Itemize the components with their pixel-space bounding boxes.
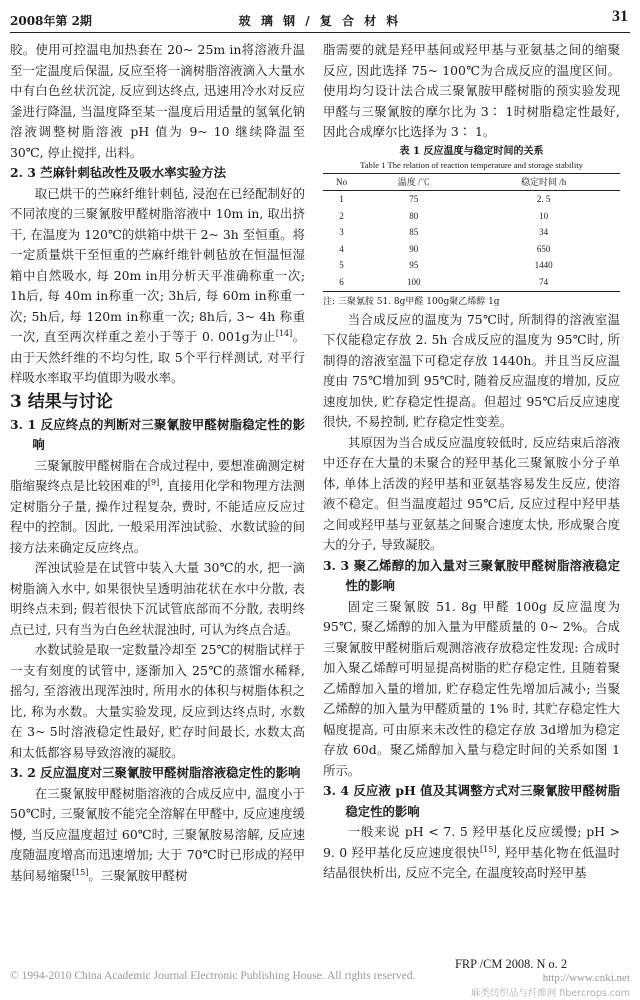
table-cell: 90 [409,243,419,254]
paragraph-text: 取已烘干的苎麻纤维针刺毡, 浸泡在已经配制好的不同浓度的三聚氰胺甲醛树脂溶液中 10m in, 取出挤干, 在温度为 120℃的烘箱中烘干 2~ 3h 至恒重。将一定质量烘干至恒重的苎麻纤维针刺毡放在恒温恒湿箱中自然吸水, 每 20m in用分析天平准确称重一次; 1h后, 每 40m in称重一次; 3h后, 每 60m in称重一次; 5h后, 每 120m in称重一次; 8h后, 3~ 4h 称重一次, 直至两次样重之差小于等于 0. 001g为止 [10,185,305,344]
table-cell: 34 [539,227,549,238]
paragraph-text: 一般来说 pH < 7. 5 羟甲基化反应缓慢; pH > 9. 0 羟甲基化反应速度很快 [323,824,620,860]
left-column [10,40,305,886]
table-cell: 80 [409,210,419,221]
citation: [15] [71,867,89,877]
paragraph: 浑浊试验是在试管中装入大量 30℃的水, 把一滴树脂滴入水中, 如果很快呈透明油花状在水中分散, 表明终点未到; 假若很快下沉试管底部而不分散, 表明终点已过, 只有当为白色丝状混浊时, 可认为终点合适。 [10,560,305,637]
table-cell: 74 [467,274,620,291]
table-cell: 1440 [534,260,553,271]
table-header-cell: 稳定时间 /h [467,173,620,191]
table-row [323,208,620,225]
journal-issue: FRP /CM 2008. N o. 2 [455,957,568,971]
paragraph-text: 。由于天然纤维的不均匀性, 取 5个平行样测试, 对平行样吸水率取平均值即为吸水率。 [10,329,305,385]
table-cell: 85 [409,227,419,238]
table-row [323,241,620,258]
paragraph [10,456,305,559]
issue-label: 2008年第 2期 [10,14,92,28]
table-cell: 75 [409,194,419,205]
table-cell: 2. 5 [536,194,551,205]
right-column [323,40,620,884]
table-cell: 3 [339,227,344,238]
section-heading-3: 3 结果与讨论 [10,391,113,412]
paragraph: 当合成反应的温度为 75℃时, 所制得的溶液室温下仅能稳定存放 2. 5h 合成反应的温度为 95℃时, 所制得的溶液室温下可稳定存放 1440h。并且当反应温度由 75℃增加到 95℃时, 随着反应温度的增加, 反应速度加快, 贮存稳定性提高。但超过 95℃后反应速度很快, 不易控制, 贮存稳定性变差。 [323,311,620,430]
source-url: http://www.cnki.net [542,972,630,984]
table-cell: 6 [323,274,360,291]
paragraph-text: 三聚氰胺甲醛树脂在合成过程中, 要想准确测定树脂缩聚终点是比较困难的 [10,457,305,493]
page-footer [10,957,630,997]
table-cell: 1 [339,194,344,205]
table-header-cell: No [323,173,360,191]
citation: [14] [275,328,293,338]
table-row [323,224,620,241]
table-cell: 4 [339,243,344,254]
paragraph-text: , 直接用化学和物理方法测定树脂分子量, 操作过程复杂, 费时, 不能适应反应过程中的控制。因此, 一般采用浑浊试验、水数试验的间接方法来确定反应终点。 [10,478,305,555]
table-cell: 100 [360,274,467,291]
paragraph: 固定三聚氰胺 51. 8g 甲醛 100g 反应温度为 95℃, 聚乙烯醇的加入量为甲醛质量的 0~ 2%。合成三聚氰胺甲醛树脂后观测溶液存放稳定性发现: 合成时加入聚乙烯醇可明显提高树脂的贮存稳定性, 且随着聚乙烯醇加入量的增加, 贮存稳定性先增加后减小; 当聚乙烯醇的加入量为甲醛质量的 1% 时, 其贮存稳定性大幅度提高, 可由原来未改性的稳定存放 3d增加为稳定存放 60d。聚乙烯醇加入量与稳定时间的关系如图 1所示。 [323,598,620,778]
table-header-row [323,173,620,191]
table-cell: 2 [339,210,344,221]
paragraph: 水数试验是取一定数量冷却至 25℃的树脂试样于一支有刻度的试管中, 逐渐加入 25℃的蒸馏水稀释, 摇匀, 至溶液出现浑浊时, 所用水的体积与树脂体积之比, 称为水数。大量实验发现, 反应到达终点时, 水数在 3~ 5时溶液稳定性最好, 贮存时间最长, 水数太高和太低都容易导致溶液的凝胶。 [10,642,305,760]
citation: [15] [480,844,497,854]
table-cell: 5 [339,260,344,271]
paragraph: 其原因为当合成反应温度较低时, 反应结束后溶液中还存在大量的未聚合的羟甲基化三聚氰胺小分子单体, 单体上活泼的羟甲基和亚氨基容易发生反应, 使溶液不稳定。但当温度超过 95℃后, 反应过程中羟甲基之间或羟甲基与亚氨基之间聚合速度太快, 形成聚合度大的分子, 导致凝胶。 [323,434,620,553]
paragraph: 胶。使用可控温电加热套在 20~ 25m in将溶液升温至一定温度后保温, 反应至将一滴树脂溶液滴入大量水中有白色丝状沉淀, 反应到达终点, 迅速用冷水对反应釜进行降温, 当温度降至某一温度后用适量的氢氧化钠溶液调整树脂溶液 pH 值为 9~ 10 继续降温至 30℃, 停止搅拌, 出料。 [10,42,305,160]
watermark: 麻类纺织品与纤维网 fibercrops.com [470,988,630,999]
data-table [323,173,620,292]
table-caption: 表 1 反应温度与稳定时间的关系 [399,145,544,157]
copyright-notice: © 1994-2010 China Academic Journal Electronic Publishing House. All rights reserved. [10,970,416,982]
table-row [323,274,620,291]
running-header [10,6,630,33]
table-cell: 650 [536,243,551,254]
table-caption-english: Table 1 The relation of reaction temperature and storage stability [360,159,583,170]
paragraph-text: , 羟甲基化物在低温时结晶很快析出, 反应不完全, 在温度较高时羟甲基 [323,844,620,881]
section-heading-3-2: 3. 2 反应温度对三聚氰胺甲醛树脂溶液稳定性的影响 [10,765,301,780]
section-heading-3-4: 3. 4 反应液 pH 值及其调整方式对三聚氰胺甲醛树脂稳定性的影响 [323,783,620,819]
page-number: 31 [612,8,628,25]
table-row [323,257,620,274]
paragraph [10,184,305,389]
paragraph-text: 。三聚氰胺甲醛树 [88,867,188,883]
journal-title: 玻 璃 钢 / 复 合 材 料 [238,14,402,28]
section-heading-3-1: 3. 1 反应终点的判断对三聚氰胺甲醛树脂稳定性的影响 [10,416,305,452]
section-heading-2-3: 2. 3 苎麻针刺毡改性及吸水率实验方法 [10,165,227,180]
section-heading-3-3: 3. 3 聚乙烯醇的加入量对三聚氰胺甲醛树脂溶液稳定性的影响 [323,557,620,594]
paragraph [323,822,620,884]
paragraph-text: 在三聚氰胺甲醛树脂溶液的合成反应中, 温度小于 50℃时, 三聚氰胺不能完全溶解在甲醛中, 反应速度缓慢, 当反应温度超过 60℃时, 三聚氰胺易溶解, 反应速度随温度增高而迅速增加; 大于 70℃时已形成的羟甲基间易缩聚 [10,785,305,883]
paragraph: 脂需要的就是羟甲基间或羟甲基与亚氨基之间的缩聚反应, 因此选择 75~ 100℃为合成反应的温度区间。使用均匀设计法合成三聚氰胺甲醛树脂的预实验发现甲醛与三聚氰胺的摩尔比为 3∶ 1时树脂稳定性最好, 因此合成摩尔比选择为 3∶ 1。 [323,42,620,139]
table-row [323,191,620,208]
table-cell: 95 [409,260,419,271]
citation: [9] [147,477,160,487]
table-cell: 10 [539,210,549,221]
table-header-cell: 温度 /℃ [360,173,467,191]
table-note: 注: 三聚氰胺 51. 8g甲醛 100g聚乙烯醇 1g [323,296,500,307]
paragraph [10,784,305,887]
